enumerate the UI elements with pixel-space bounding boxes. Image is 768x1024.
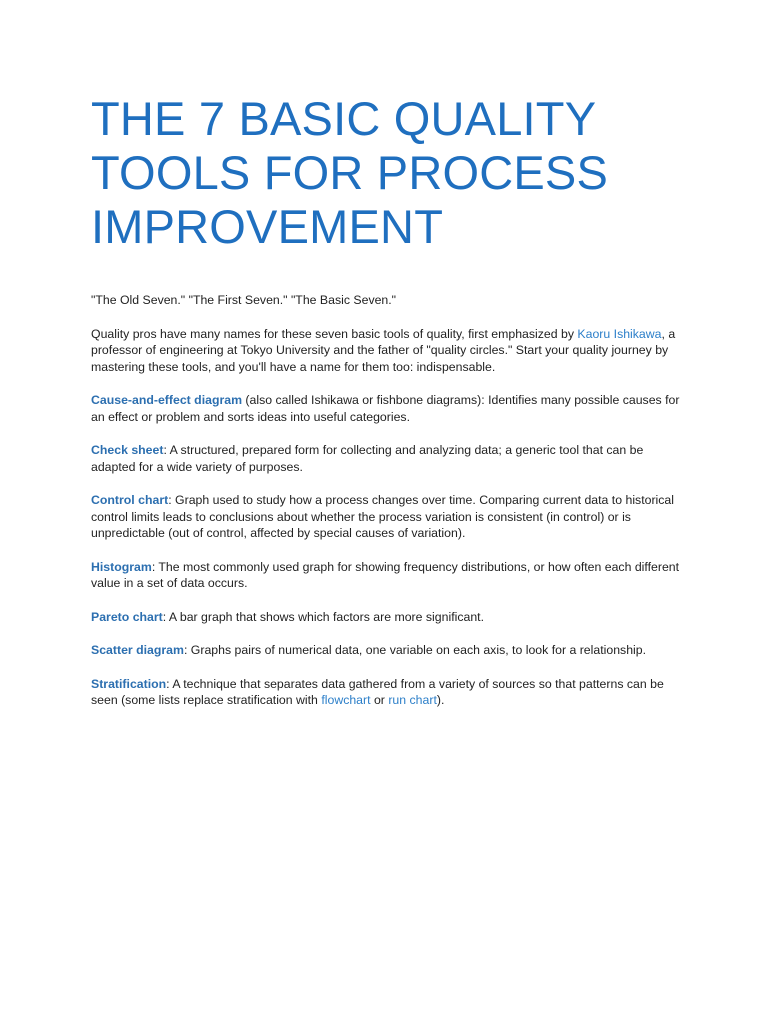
tool-name[interactable]: Pareto chart — [91, 609, 163, 624]
tool-control-chart — [91, 492, 681, 542]
kaoru-ishikawa-link[interactable]: Kaoru Ishikawa — [577, 326, 662, 341]
tool-description: : The most commonly used graph for showing frequency distributions, or how often each different value in a set of data occurs. — [91, 559, 680, 590]
tool-description: (also called Ishikawa or fishbone diagrams): Identifies many possible causes for an effect or problem and sorts ideas into useful categories. — [91, 393, 680, 424]
intro-text-after: , a professor of engineering at Tokyo University and the father of "quality circles." Start your quality journey by mastering these tools, and you'll have a name for them too: indispensable. — [91, 326, 676, 374]
tool-description: : Graph used to study how a process changes over time. Comparing current data to historical control limits leads to conclusions about whether the process variation is consistent (in control) or is unpredictable (out of control, affected by special causes of variation). — [91, 493, 674, 540]
intro-text-before: Quality pros have many names for these seven basic tools of quality, first emphasized by — [91, 326, 578, 341]
tool-pareto-chart — [91, 609, 681, 626]
page-title — [91, 92, 681, 254]
tool-check-sheet — [91, 442, 681, 475]
title-line-3: IMPROVEMENT — [91, 200, 444, 253]
tool-name[interactable]: Control chart — [91, 493, 169, 507]
tool-description: : Graphs pairs of numerical data, one variable on each axis, to look for a relationship. — [183, 643, 647, 657]
document-page — [91, 92, 681, 709]
link-separator: or — [370, 693, 389, 707]
tool-description: : A structured, prepared form for collecting and analyzing data; a generic tool that can be adapted for a wide variety of purposes. — [91, 443, 644, 474]
title-line-1: THE 7 BASIC QUALITY — [91, 92, 597, 145]
title-line-2: TOOLS FOR PROCESS — [91, 146, 609, 199]
tool-scatter-diagram — [91, 642, 681, 659]
tool-cause-and-effect-diagram — [91, 392, 681, 425]
run-chart-link[interactable]: run chart — [388, 693, 437, 707]
tool-stratification — [91, 676, 681, 709]
tool-name[interactable]: Histogram — [91, 559, 152, 574]
tool-description: : A technique that separates data gathered from a variety of sources so that patterns can be seen (some lists replace stratification with — [91, 676, 664, 707]
closing-text: ). — [436, 693, 445, 707]
tool-description: : A bar graph that shows which factors are more significant. — [162, 609, 485, 624]
tool-histogram — [91, 559, 681, 592]
intro-quote: "The Old Seven." "The First Seven." "The Basic Seven." — [91, 293, 397, 307]
intro-paragraph — [91, 326, 681, 376]
flowchart-link[interactable]: flowchart — [321, 693, 371, 707]
tool-name[interactable]: Cause-and-effect diagram — [91, 393, 243, 407]
tool-name[interactable]: Scatter diagram — [91, 643, 184, 657]
tool-name[interactable]: Check sheet — [91, 443, 164, 457]
tool-name[interactable]: Stratification — [91, 676, 167, 691]
